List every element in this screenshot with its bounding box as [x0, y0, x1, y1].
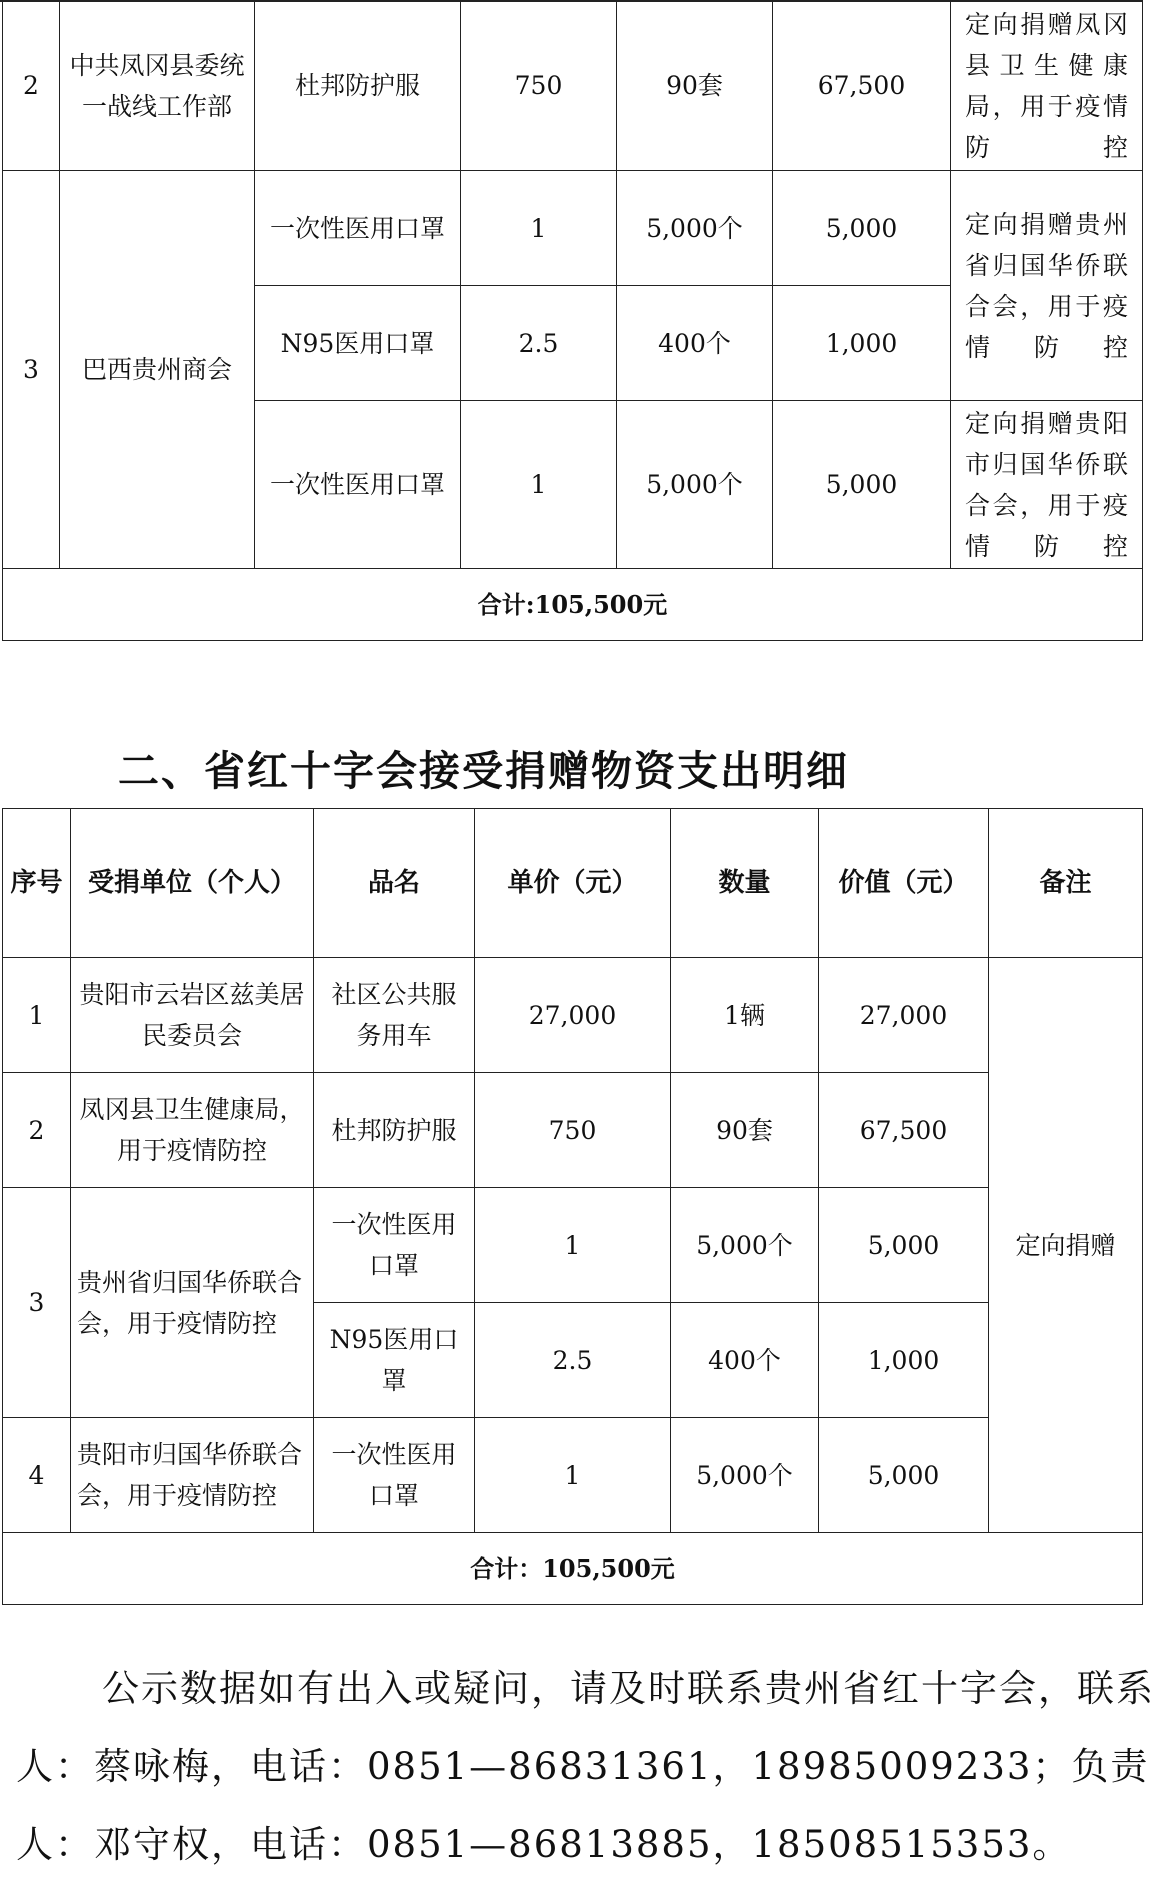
unit-price: 1 [461, 401, 617, 569]
header-price: 单价（元） [475, 809, 671, 958]
recipient-name: 凤冈县卫生健康局，用于疫情防控 [71, 1073, 314, 1188]
table-header-row [3, 809, 1143, 958]
table-row [3, 171, 1143, 286]
value: 27,000 [819, 958, 989, 1073]
unit-price: 1 [475, 1418, 671, 1533]
table-row [3, 1, 1143, 171]
table-row [3, 958, 1143, 1073]
value: 1,000 [773, 286, 951, 401]
item-name: 一次性医用口罩 [314, 1188, 475, 1303]
recipient-name: 贵阳市云岩区兹美居民委员会 [71, 958, 314, 1073]
total-amount: 合计：105,500元 [3, 1533, 1143, 1605]
donation-received-table [2, 0, 1143, 641]
row-number: 2 [3, 1, 60, 171]
contact-notice: 公示数据如有出入或疑问，请及时联系贵州省红十字会，联系人：蔡咏梅，电话：0851—86831361，18985009233；负责人：邓守权，电话：0851—86813885，18508515353。 [16, 1667, 1155, 1866]
item-name: 社区公共服务用车 [314, 958, 475, 1073]
value: 5,000 [773, 401, 951, 569]
table-row [3, 1188, 1143, 1303]
header-remark: 备注 [989, 809, 1143, 958]
total-row [3, 569, 1143, 641]
item-name: 杜邦防护服 [314, 1073, 475, 1188]
recipient-name: 贵阳市归国华侨联合会，用于疫情防控 [71, 1418, 314, 1533]
row-number: 3 [3, 171, 60, 569]
row-number: 1 [3, 958, 71, 1073]
unit-price: 2.5 [461, 286, 617, 401]
item-name: 杜邦防护服 [255, 1, 461, 171]
row-number: 4 [3, 1418, 71, 1533]
remark: 定向捐赠 [989, 958, 1143, 1533]
table-row [3, 1418, 1143, 1533]
recipient-name: 贵州省归国华侨联合会，用于疫情防控 [71, 1188, 314, 1418]
remark: 定向捐赠凤冈县卫生健康局，用于疫情防控 [951, 1, 1143, 171]
header-number: 序号 [3, 809, 71, 958]
value: 5,000 [773, 171, 951, 286]
donor-name: 巴西贵州商会 [60, 171, 255, 569]
total-row [3, 1533, 1143, 1605]
quantity: 400个 [617, 286, 773, 401]
remark: 定向捐赠贵州省归国华侨联合会，用于疫情防控 [951, 171, 1143, 401]
value: 5,000 [819, 1188, 989, 1303]
header-quantity: 数量 [671, 809, 819, 958]
unit-price: 27,000 [475, 958, 671, 1073]
unit-price: 750 [461, 1, 617, 171]
quantity: 5,000个 [671, 1188, 819, 1303]
unit-price: 1 [461, 171, 617, 286]
unit-price: 750 [475, 1073, 671, 1188]
item-name: 一次性医用口罩 [255, 171, 461, 286]
row-number: 2 [3, 1073, 71, 1188]
quantity: 1辆 [671, 958, 819, 1073]
quantity: 400个 [671, 1303, 819, 1418]
header-recipient: 受捐单位（个人） [71, 809, 314, 958]
header-item: 品名 [314, 809, 475, 958]
total-amount: 合计:105,500元 [3, 569, 1143, 641]
unit-price: 2.5 [475, 1303, 671, 1418]
quantity: 5,000个 [671, 1418, 819, 1533]
value: 5,000 [819, 1418, 989, 1533]
header-value: 价值（元） [819, 809, 989, 958]
donor-name: 中共凤冈县委统一战线工作部 [60, 1, 255, 171]
value: 1,000 [819, 1303, 989, 1418]
quantity: 90套 [617, 1, 773, 171]
value: 67,500 [773, 1, 951, 171]
item-name: N95医用口罩 [314, 1303, 475, 1418]
quantity: 90套 [671, 1073, 819, 1188]
value: 67,500 [819, 1073, 989, 1188]
item-name: N95医用口罩 [255, 286, 461, 401]
row-number: 3 [3, 1188, 71, 1418]
item-name: 一次性医用口罩 [314, 1418, 475, 1533]
unit-price: 1 [475, 1188, 671, 1303]
item-name: 一次性医用口罩 [255, 401, 461, 569]
quantity: 5,000个 [617, 401, 773, 569]
quantity: 5,000个 [617, 171, 773, 286]
expenditure-table [2, 808, 1143, 1605]
section-title: 二、省红十字会接受捐赠物资支出明细 [118, 747, 849, 795]
table-row [3, 1073, 1143, 1188]
remark: 定向捐赠贵阳市归国华侨联合会，用于疫情防控 [951, 401, 1143, 569]
